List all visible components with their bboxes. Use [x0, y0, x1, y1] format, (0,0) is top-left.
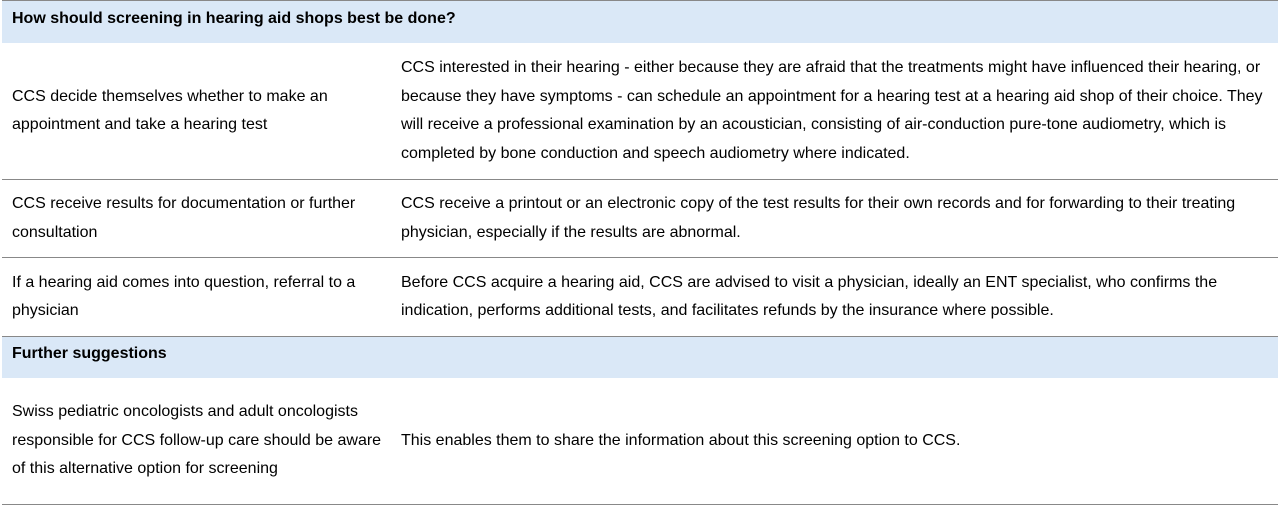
table-bottom-rule — [2, 504, 1278, 505]
row-description: CCS receive a printout or an electronic copy of the test results for their own records and for forwarding to their treating physician, especially if the results are abnormal. — [401, 195, 1236, 241]
table-row — [2, 43, 1278, 179]
table-row — [2, 378, 1278, 504]
row-description: CCS interested in their hearing - either because they are afraid that the treatments might have influenced their hearing, or because they have symptoms - can schedule an appointment for a hearing test at a hearing aid shop of their choice. They will receive a professional examination by an acoustician, consisting of air-conduction pure-tone audiometry, which is completed by bone conduction and speech audiometry where indicated. — [401, 59, 1263, 162]
section-header-further-suggestions: Further suggestions — [2, 336, 1278, 378]
table-row — [2, 179, 1278, 257]
section-header-screening: How should screening in hearing aid shops best be done? — [2, 0, 1278, 43]
row-description: Before CCS acquire a hearing aid, CCS are advised to visit a physician, ideally an ENT specialist, who confirms the indication, performs additional tests, and facilitates refunds by the insurance where possible. — [401, 273, 1218, 319]
row-topic: If a hearing aid comes into question, referral to a physician — [12, 273, 356, 319]
row-topic: CCS decide themselves whether to make an appointment and take a hearing test — [12, 87, 328, 133]
table-row — [2, 257, 1278, 336]
row-topic: Swiss pediatric oncologists and adult oncologists responsible for CCS follow-up care should be aware of this alternative option for screening — [12, 403, 382, 478]
row-description: This enables them to share the information about this screening option to CCS. — [401, 431, 961, 449]
screening-table — [2, 0, 1278, 505]
row-topic: CCS receive results for documentation or further consultation — [12, 195, 356, 241]
